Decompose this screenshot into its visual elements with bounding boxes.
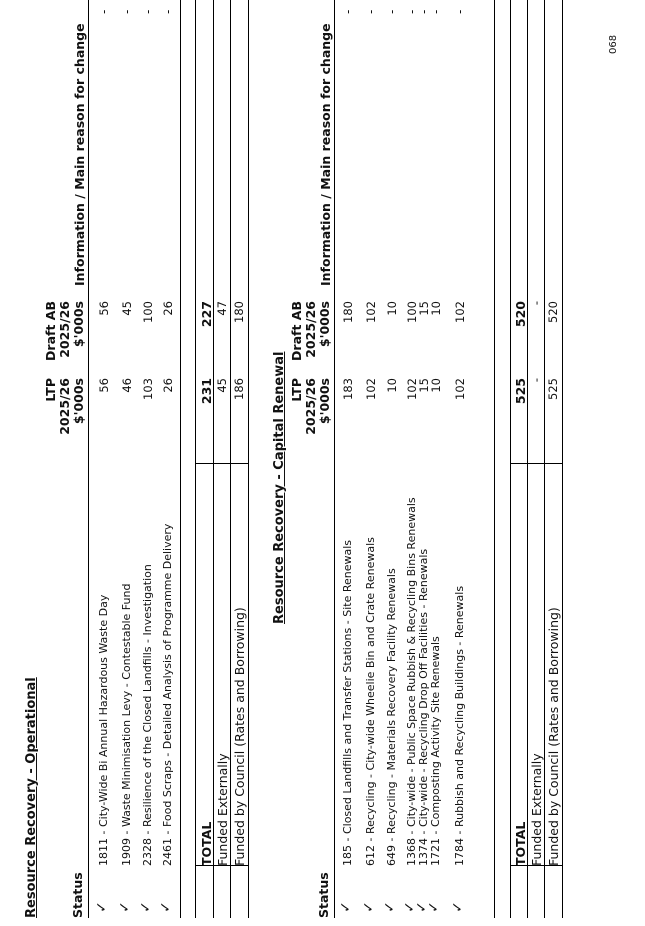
check-icon: ✓	[158, 901, 174, 913]
line-item-draft: 45	[120, 301, 134, 316]
info-header: Information / Main reason for change	[318, 23, 333, 286]
line-item-draft: 100	[405, 301, 419, 323]
check-icon: ✓	[117, 901, 133, 913]
line-item-info: -	[385, 9, 399, 14]
section-title-capital: Resource Recovery - Capital Renewal	[272, 351, 287, 624]
funded-externally-ltp: 45	[215, 378, 229, 393]
line-item-info: -	[429, 9, 443, 14]
line-item-info: -	[453, 9, 467, 14]
draft-header: Draft AB 2025/26 $'000s	[43, 301, 86, 361]
check-icon: ✓	[450, 901, 466, 913]
total-ltp: 525	[513, 378, 528, 405]
check-icon: ✓	[138, 901, 154, 913]
line-item-info: -	[341, 9, 355, 14]
line-item-draft: 100	[141, 301, 155, 323]
line-item-ltp: 10	[429, 378, 443, 393]
rows-end-rule	[180, 0, 181, 918]
funded-council-ltp: 525	[546, 378, 560, 400]
line-item-draft: 56	[97, 301, 111, 316]
total-top-rule	[510, 0, 511, 918]
line-item-ltp: 15	[417, 378, 431, 393]
header-rule	[88, 0, 89, 918]
check-icon: ✓	[414, 901, 430, 913]
rows-end-rule	[494, 0, 495, 918]
funded-council-ltp: 186	[232, 378, 246, 400]
line-item-ltp: 183	[341, 378, 355, 400]
check-icon: ✓	[94, 901, 110, 913]
total-label: TOTAL	[513, 821, 528, 866]
row-rule	[248, 0, 249, 918]
column-rule	[195, 463, 248, 464]
line-item-ltp: 10	[385, 378, 399, 393]
line-item-ltp: 26	[161, 378, 175, 393]
check-icon: ✓	[402, 901, 418, 913]
funded-externally-label: Funded Externally	[529, 753, 544, 866]
header-rule	[334, 0, 335, 918]
line-item-desc: 2461 - Food Scraps - Detailed Analysis of Programme Delivery	[161, 523, 174, 866]
line-item-ltp: 102	[453, 378, 467, 400]
funded-externally-draft: -	[529, 301, 543, 306]
line-item-draft: 10	[429, 301, 443, 316]
line-item-info: -	[405, 9, 419, 14]
funded-externally-ltp: -	[529, 378, 543, 383]
line-item-draft: 26	[161, 301, 175, 316]
line-item-ltp: 46	[120, 378, 134, 393]
line-item-draft: 15	[417, 301, 431, 316]
line-item-desc: 1811 - City-Wide Bi Annual Hazardous Waste Day	[97, 594, 110, 866]
line-item-desc: 1909 - Waste Minimisation Levy - Contestable Fund	[120, 583, 133, 866]
section-title-operational: Resource Recovery - Operational	[24, 677, 39, 918]
column-rule	[510, 463, 562, 464]
line-item-desc: 185 - Closed Landfills and Transfer Stations - Site Renewals	[341, 539, 354, 866]
line-item-desc: 2328 - Resilience of the Closed Landfills - Investigation	[141, 564, 154, 866]
line-item-desc: 612 - Recycling - City-wide Wheelie Bin and Crate Renewals	[364, 537, 377, 866]
status-header: Status	[316, 872, 331, 918]
draft-header: Draft AB 2025/26 $'000s	[289, 301, 332, 361]
total-top-rule	[195, 0, 196, 918]
funded-council-label: Funded by Council (Rates and Borrowing)	[546, 607, 561, 866]
info-header: Information / Main reason for change	[72, 23, 87, 286]
page-number: 068	[608, 34, 619, 54]
funded-externally-draft: 47	[215, 301, 229, 316]
funded-externally-label: Funded Externally	[215, 753, 230, 866]
column-rule	[510, 865, 562, 866]
line-item-ltp: 102	[364, 378, 378, 400]
check-icon: ✓	[426, 901, 442, 913]
total-label: TOTAL	[199, 821, 214, 866]
line-item-desc: 1374 - City-wide - Recycling Drop Off Facilities - Renewals	[417, 548, 430, 866]
line-item-info: -	[120, 9, 134, 14]
check-icon: ✓	[338, 901, 354, 913]
line-item-ltp: 102	[405, 378, 419, 400]
ltp-header: LTP 2025/26 $'000s	[289, 378, 332, 435]
status-header: Status	[70, 872, 85, 918]
row-rule	[544, 0, 545, 918]
total-draft: 227	[199, 301, 214, 328]
line-item-draft: 10	[385, 301, 399, 316]
line-item-draft: 102	[453, 301, 467, 323]
line-item-info: -	[364, 9, 378, 14]
row-rule	[562, 0, 563, 918]
row-rule	[527, 0, 528, 918]
line-item-desc: 649 - Recycling - Materials Recovery Facility Renewals	[385, 568, 398, 866]
funded-council-draft: 520	[546, 301, 560, 323]
line-item-info: -	[141, 9, 155, 14]
line-item-ltp: 103	[141, 378, 155, 400]
row-rule	[230, 0, 231, 918]
line-item-draft: 102	[364, 301, 378, 323]
row-rule	[213, 0, 214, 918]
funded-council-draft: 180	[232, 301, 246, 323]
total-draft: 520	[513, 301, 528, 328]
line-item-desc: 1368 - City-wide - Public Space Rubbish & Recycling Bins Renewals	[405, 497, 418, 866]
line-item-draft: 180	[341, 301, 355, 323]
check-icon: ✓	[361, 901, 377, 913]
check-icon: ✓	[382, 901, 398, 913]
line-item-desc: 1784 - Rubbish and Recycling Buildings - Renewals	[453, 585, 466, 866]
column-rule	[195, 865, 248, 866]
line-item-info: -	[97, 9, 111, 14]
total-ltp: 231	[199, 378, 214, 405]
line-item-desc: 1721 - Composting Activity Site Renewals	[429, 636, 442, 866]
ltp-header: LTP 2025/26 $'000s	[43, 378, 86, 435]
funded-council-label: Funded by Council (Rates and Borrowing)	[232, 607, 247, 866]
line-item-info: -	[161, 9, 175, 14]
line-item-info: -	[417, 9, 431, 14]
line-item-ltp: 56	[97, 378, 111, 393]
